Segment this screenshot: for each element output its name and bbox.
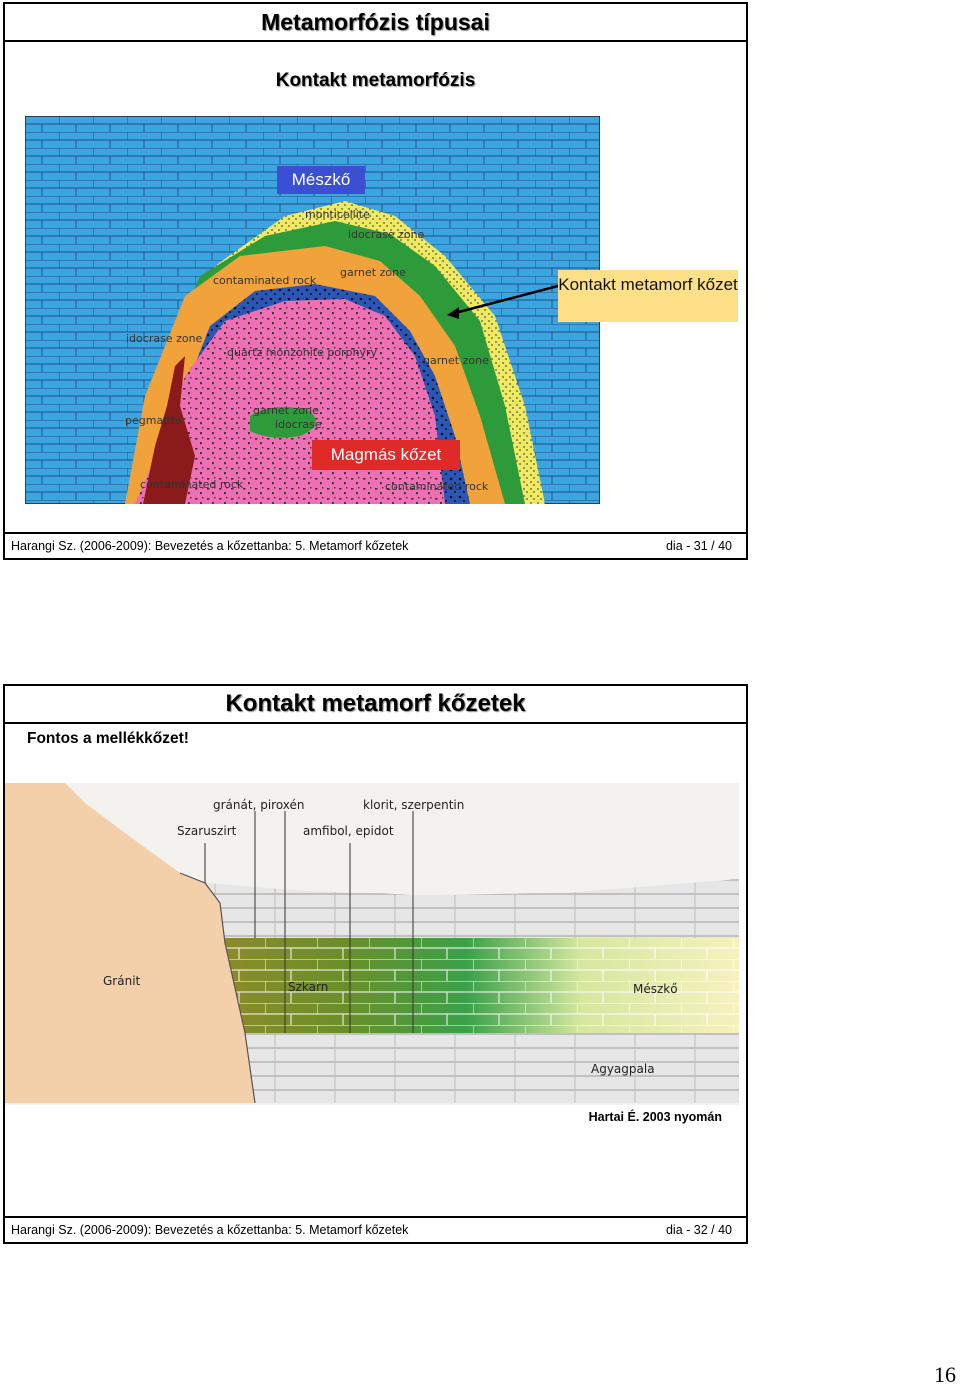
slide-note: Fontos a mellékkőzet! [27,730,189,747]
label-contaminated-rock-bl: contaminated rock [140,478,244,491]
label-contact-metamorphic-rock: Kontakt metamorf kőzet [558,270,738,322]
skarn-cross-section [5,783,739,1105]
label-garnet-pyroxene: gránát, piroxén [213,798,305,812]
label-granite: Gránit [103,974,141,988]
slide-footer [5,1216,746,1242]
slide-footer [5,532,746,558]
label-igneous-rock: Magmás kőzet [312,440,460,470]
footer-page: dia - 32 / 40 [665,1223,732,1237]
slide-32 [3,684,748,1244]
label-amphibole-epidote: amfibol, epidot [303,824,394,838]
label-idocrase-center: idocrase [275,418,322,431]
label-pegmatite: pegmatite [125,414,182,427]
footer-page: dia - 31 / 40 [665,539,732,553]
shale-layer-bottom [245,1033,739,1103]
slide-subtitle: Kontakt metamorfózis [275,70,476,91]
slide-31 [3,2,748,560]
figure-credit: Hartai É. 2003 nyomán [588,1110,722,1124]
page-number: 16 [934,1362,956,1387]
footer-reference: Harangi Sz. (2006-2009): Bevezetés a kőzettanba: 5. Metamorf kőzetek [11,539,409,553]
label-quartz-monzonite: quartz monzonite porphyry [227,346,378,359]
label-szaruszirt: Szaruszirt [177,824,237,838]
label-skarn: Szkarn [288,980,329,994]
label-slate: Agyagpala [591,1062,655,1076]
label-chlorite-serpentine: klorit, szerpentin [363,798,465,812]
label-contaminated-rock-br: contaminated rock [385,480,489,493]
label-limestone: Mészkő [277,166,365,194]
slide-title: Kontakt metamorf kőzetek [5,686,746,724]
label-garnet-zone: garnet zone [340,266,406,279]
label-idocrase-zone: idocrase zone [348,228,425,241]
label-limestone-2: Mészkő [633,982,678,996]
label-garnet-zone-center: garnet zone [253,404,319,417]
label-contaminated-rock: contaminated rock [213,274,317,287]
slide-title: Metamorfózis típusai [5,4,746,42]
label-idocrase-zone-left: idocrase zone [126,332,203,345]
label-monticellite: monticellite [305,208,370,221]
footer-reference: Harangi Sz. (2006-2009): Bevezetés a kőzettanba: 5. Metamorf kőzetek [11,1223,409,1237]
label-garnet-zone-right: garnet zone [423,354,489,367]
